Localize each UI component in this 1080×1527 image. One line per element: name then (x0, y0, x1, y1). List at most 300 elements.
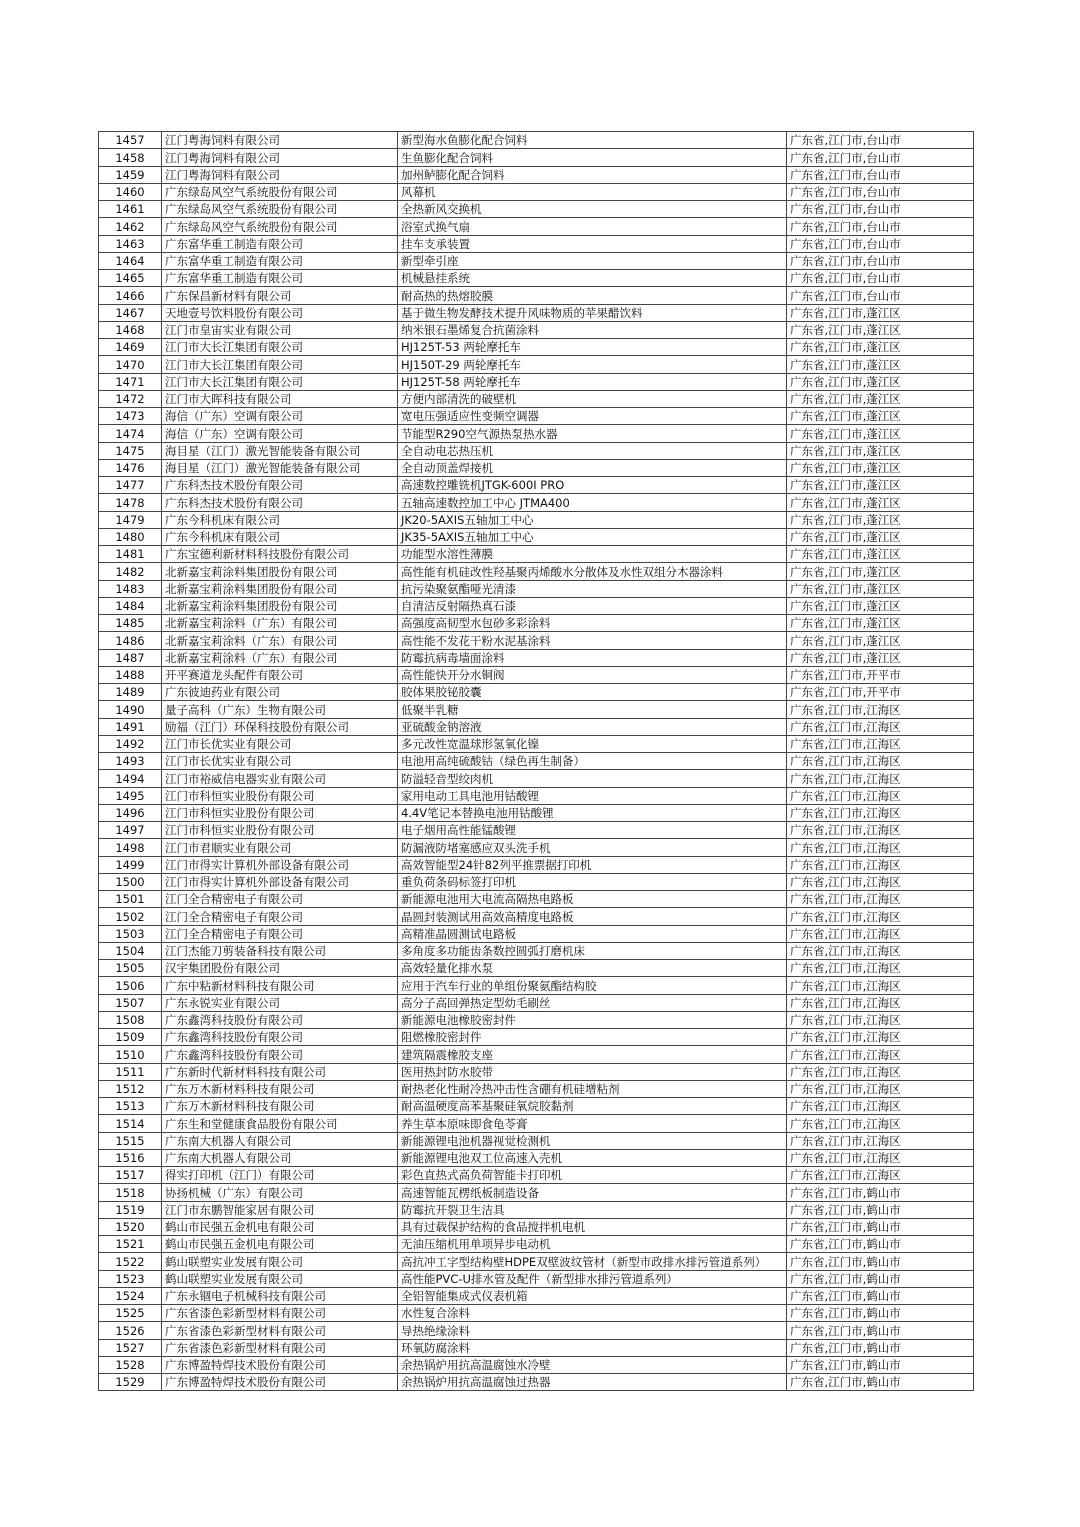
row-number: 1497 (99, 822, 162, 839)
table-row (99, 1253, 974, 1270)
company-name: 江门市得实计算机外部设备有限公司 (162, 856, 398, 873)
row-number: 1503 (99, 925, 162, 942)
company-name: 广东省漆色彩新型材料有限公司 (162, 1339, 398, 1356)
row-number: 1509 (99, 1029, 162, 1046)
row-number: 1500 (99, 873, 162, 890)
row-number: 1462 (99, 218, 162, 235)
company-name: 得实打印机（江门）有限公司 (162, 1167, 398, 1184)
company-name: 广东省漆色彩新型材料有限公司 (162, 1322, 398, 1339)
table-row (99, 753, 974, 770)
location: 广东省,江门市,蓬江区 (787, 459, 974, 476)
table-row (99, 166, 974, 183)
location: 广东省,江门市,鹤山市 (787, 1218, 974, 1235)
product-name: HJ125T-53 两轮摩托车 (398, 339, 787, 356)
location: 广东省,江门市,蓬江区 (787, 339, 974, 356)
location: 广东省,江门市,蓬江区 (787, 563, 974, 580)
table-row (99, 459, 974, 476)
location: 广东省,江门市,江海区 (787, 977, 974, 994)
company-name: 江门市长优实业有限公司 (162, 753, 398, 770)
product-name: 高效轻量化排水泵 (398, 960, 787, 977)
location: 广东省,江门市,江海区 (787, 804, 974, 821)
company-name: 广东万木新材料科技有限公司 (162, 1080, 398, 1097)
table-row (99, 339, 974, 356)
product-name: 全铝智能集成式仪表机箱 (398, 1287, 787, 1304)
table-row (99, 1167, 974, 1184)
company-name: 江门市科恒实业股份有限公司 (162, 787, 398, 804)
location: 广东省,江门市,江海区 (787, 1011, 974, 1028)
product-name: 医用热封防水胶带 (398, 1063, 787, 1080)
location: 广东省,江门市,蓬江区 (787, 580, 974, 597)
company-name: 广东中粘新材料科技有限公司 (162, 977, 398, 994)
row-number: 1464 (99, 252, 162, 269)
row-number: 1472 (99, 390, 162, 407)
company-name: 广东鑫湾科技股份有限公司 (162, 1029, 398, 1046)
company-name: 北新嘉宝莉涂料（广东）有限公司 (162, 649, 398, 666)
product-name: 防漏液防堵塞感应双头洗手机 (398, 839, 787, 856)
row-number: 1511 (99, 1063, 162, 1080)
table-row (99, 1098, 974, 1115)
table-row (99, 546, 974, 563)
table-row (99, 925, 974, 942)
row-number: 1458 (99, 149, 162, 166)
company-name: 北新嘉宝莉涂料集团股份有限公司 (162, 597, 398, 614)
location: 广东省,江门市,台山市 (787, 218, 974, 235)
row-number: 1479 (99, 511, 162, 528)
product-name: 亚硫酸金钠溶液 (398, 718, 787, 735)
table-row (99, 580, 974, 597)
company-name: 广东生和堂健康食品股份有限公司 (162, 1115, 398, 1132)
location: 广东省,江门市,鹤山市 (787, 1305, 974, 1322)
row-number: 1461 (99, 201, 162, 218)
row-number: 1473 (99, 408, 162, 425)
product-name: 导热绝缘涂料 (398, 1322, 787, 1339)
location: 广东省,江门市,台山市 (787, 235, 974, 252)
table-row (99, 994, 974, 1011)
company-name: 海目星（江门）激光智能装备有限公司 (162, 442, 398, 459)
row-number: 1485 (99, 615, 162, 632)
location: 广东省,江门市,开平市 (787, 666, 974, 683)
location: 广东省,江门市,江海区 (787, 1029, 974, 1046)
table-row (99, 787, 974, 804)
location: 广东省,江门市,鹤山市 (787, 1322, 974, 1339)
row-number: 1463 (99, 235, 162, 252)
company-name: 江门市大长江集团有限公司 (162, 339, 398, 356)
product-name: 功能型水溶性薄膜 (398, 546, 787, 563)
table-row (99, 960, 974, 977)
product-name: 彩色直热式高负荷智能卡打印机 (398, 1167, 787, 1184)
location: 广东省,江门市,蓬江区 (787, 494, 974, 511)
table-row (99, 183, 974, 200)
location: 广东省,江门市,鹤山市 (787, 1236, 974, 1253)
product-name: 水性复合涂料 (398, 1305, 787, 1322)
product-name: HJ150T-29 两轮摩托车 (398, 356, 787, 373)
company-name: 广东绿岛风空气系统股份有限公司 (162, 201, 398, 218)
product-name: 挂车支承装置 (398, 235, 787, 252)
table-row (99, 908, 974, 925)
table-row (99, 373, 974, 390)
product-name: 多元改性宽温球形氢氧化镍 (398, 735, 787, 752)
table-row (99, 218, 974, 235)
table-row (99, 252, 974, 269)
table-row (99, 856, 974, 873)
company-name: 江门市裕威信电器实业有限公司 (162, 770, 398, 787)
company-name: 广东宝德利新材料科技股份有限公司 (162, 546, 398, 563)
company-name: 江门市君顺实业有限公司 (162, 839, 398, 856)
product-name: 宽电压强适应性变频空调器 (398, 408, 787, 425)
location: 广东省,江门市,蓬江区 (787, 390, 974, 407)
company-name: 广东永锢电子机械科技有限公司 (162, 1287, 398, 1304)
product-name: 浴室式换气扇 (398, 218, 787, 235)
company-name: 广东鑫湾科技股份有限公司 (162, 1046, 398, 1063)
location: 广东省,江门市,开平市 (787, 684, 974, 701)
product-name: 基于微生物发酵技术提升风味物质的苹果醋饮料 (398, 304, 787, 321)
table-row (99, 1374, 974, 1391)
company-name: 广东保昌新材料有限公司 (162, 287, 398, 304)
location: 广东省,江门市,江海区 (787, 822, 974, 839)
table-row (99, 770, 974, 787)
product-list-table (98, 131, 974, 1391)
location: 广东省,江门市,鹤山市 (787, 1201, 974, 1218)
product-name: 防霉抗开裂卫生洁具 (398, 1201, 787, 1218)
row-number: 1465 (99, 270, 162, 287)
product-name: 高性能不发花干粉水泥基涂料 (398, 632, 787, 649)
row-number: 1507 (99, 994, 162, 1011)
row-number: 1471 (99, 373, 162, 390)
table-row (99, 1132, 974, 1149)
company-name: 北新嘉宝莉涂料（广东）有限公司 (162, 632, 398, 649)
table-row (99, 287, 974, 304)
product-name: 电子烟用高性能锰酸锂 (398, 822, 787, 839)
row-number: 1477 (99, 477, 162, 494)
table-row (99, 735, 974, 752)
row-number: 1529 (99, 1374, 162, 1391)
product-name: 高强度高韧型水包砂多彩涂料 (398, 615, 787, 632)
location: 广东省,江门市,台山市 (787, 287, 974, 304)
location: 广东省,江门市,江海区 (787, 942, 974, 959)
row-number: 1492 (99, 735, 162, 752)
product-name: 高性能有机硅改性羟基聚丙烯酸水分散体及水性双组分木器涂料 (398, 563, 787, 580)
row-number: 1520 (99, 1218, 162, 1235)
product-name: 电池用高纯硫酸钴（绿色再生制备） (398, 753, 787, 770)
company-name: 量子高科（广东）生物有限公司 (162, 701, 398, 718)
location: 广东省,江门市,蓬江区 (787, 408, 974, 425)
row-number: 1527 (99, 1339, 162, 1356)
row-number: 1519 (99, 1201, 162, 1218)
product-name: 高速数控雕铣机JTGK-600I PRO (398, 477, 787, 494)
location: 广东省,江门市,鹤山市 (787, 1287, 974, 1304)
location: 广东省,江门市,鹤山市 (787, 1356, 974, 1373)
location: 广东省,江门市,江海区 (787, 1167, 974, 1184)
row-number: 1491 (99, 718, 162, 735)
product-name: 生鱼膨化配合饲料 (398, 149, 787, 166)
company-name: 江门市大长江集团有限公司 (162, 373, 398, 390)
product-name: 新能源电池用大电流高隔热电路板 (398, 891, 787, 908)
product-name: 高速智能瓦楞纸板制造设备 (398, 1184, 787, 1201)
product-name: 余热锅炉用抗高温腐蚀过热器 (398, 1374, 787, 1391)
row-number: 1480 (99, 528, 162, 545)
company-name: 江门粤海饲料有限公司 (162, 132, 398, 149)
row-number: 1486 (99, 632, 162, 649)
table-row (99, 149, 974, 166)
location: 广东省,江门市,蓬江区 (787, 528, 974, 545)
company-name: 江门市东鹏智能家居有限公司 (162, 1201, 398, 1218)
row-number: 1487 (99, 649, 162, 666)
table-row (99, 1184, 974, 1201)
location: 广东省,江门市,江海区 (787, 1098, 974, 1115)
company-name: 广东南大机器人有限公司 (162, 1132, 398, 1149)
product-name: 耐高温硬度高苯基聚硅氧烷胶黏剂 (398, 1098, 787, 1115)
product-name: 加州鲈膨化配合饲料 (398, 166, 787, 183)
table-row (99, 597, 974, 614)
product-name: HJ125T-58 两轮摩托车 (398, 373, 787, 390)
product-name: 风幕机 (398, 183, 787, 200)
product-name: 家用电动工具电池用钴酸锂 (398, 787, 787, 804)
table-body (99, 132, 974, 1391)
company-name: 天地壹号饮料股份有限公司 (162, 304, 398, 321)
table-row (99, 649, 974, 666)
company-name: 海目星（江门）激光智能装备有限公司 (162, 459, 398, 476)
location: 广东省,江门市,蓬江区 (787, 321, 974, 338)
table-row (99, 1149, 974, 1166)
table-row (99, 1115, 974, 1132)
table-row (99, 873, 974, 890)
company-name: 江门全合精密电子有限公司 (162, 925, 398, 942)
location: 广东省,江门市,江海区 (787, 856, 974, 873)
location: 广东省,江门市,江海区 (787, 873, 974, 890)
company-name: 广东富华重工制造有限公司 (162, 252, 398, 269)
company-name: 鹤山市民强五金机电有限公司 (162, 1218, 398, 1235)
product-name: 高分子高回弹热定型幼毛刷丝 (398, 994, 787, 1011)
table-row (99, 1201, 974, 1218)
row-number: 1459 (99, 166, 162, 183)
location: 广东省,江门市,蓬江区 (787, 632, 974, 649)
company-name: 江门市得实计算机外部设备有限公司 (162, 873, 398, 890)
company-name: 广东富华重工制造有限公司 (162, 270, 398, 287)
location: 广东省,江门市,鹤山市 (787, 1339, 974, 1356)
product-name: 应用于汽车行业的单组份聚氨酯结构胶 (398, 977, 787, 994)
location: 广东省,江门市,江海区 (787, 1063, 974, 1080)
product-name: 防溢轻音型绞肉机 (398, 770, 787, 787)
company-name: 海信（广东）空调有限公司 (162, 425, 398, 442)
row-number: 1515 (99, 1132, 162, 1149)
company-name: 江门市大晖科技有限公司 (162, 390, 398, 407)
table-row (99, 442, 974, 459)
table-row (99, 1339, 974, 1356)
company-name: 江门市长优实业有限公司 (162, 735, 398, 752)
table-row (99, 839, 974, 856)
table-row (99, 804, 974, 821)
location: 广东省,江门市,鹤山市 (787, 1374, 974, 1391)
company-name: 广东南大机器人有限公司 (162, 1149, 398, 1166)
table-row (99, 977, 974, 994)
location: 广东省,江门市,江海区 (787, 994, 974, 1011)
table-row (99, 563, 974, 580)
company-name: 广东富华重工制造有限公司 (162, 235, 398, 252)
table-row (99, 822, 974, 839)
product-name: 五轴高速数控加工中心 JTMA400 (398, 494, 787, 511)
location: 广东省,江门市,蓬江区 (787, 425, 974, 442)
company-name: 江门市大长江集团有限公司 (162, 356, 398, 373)
company-name: 江门粤海饲料有限公司 (162, 149, 398, 166)
table-row (99, 718, 974, 735)
location: 广东省,江门市,鹤山市 (787, 1253, 974, 1270)
product-name: 阻燃橡胶密封件 (398, 1029, 787, 1046)
row-number: 1513 (99, 1098, 162, 1115)
company-name: 江门全合精密电子有限公司 (162, 891, 398, 908)
company-name: 广东永锐实业有限公司 (162, 994, 398, 1011)
company-name: 汉宇集团股份有限公司 (162, 960, 398, 977)
product-name: 低聚半乳糖 (398, 701, 787, 718)
product-name: 全自动顶盖焊接机 (398, 459, 787, 476)
row-number: 1501 (99, 891, 162, 908)
table-row (99, 666, 974, 683)
product-name: 高抗冲工字型结构壁HDPE双壁波纹管材（新型市政排水排污管道系列） (398, 1253, 787, 1270)
table-row (99, 1287, 974, 1304)
row-number: 1493 (99, 753, 162, 770)
company-name: 广东万木新材料科技有限公司 (162, 1098, 398, 1115)
table-row (99, 1305, 974, 1322)
company-name: 广东新时代新材料科技有限公司 (162, 1063, 398, 1080)
row-number: 1517 (99, 1167, 162, 1184)
company-name: 广东绿岛风空气系统股份有限公司 (162, 183, 398, 200)
company-name: 广东绿岛风空气系统股份有限公司 (162, 218, 398, 235)
row-number: 1528 (99, 1356, 162, 1373)
table-row (99, 1080, 974, 1097)
location: 广东省,江门市,江海区 (787, 787, 974, 804)
row-number: 1490 (99, 701, 162, 718)
row-number: 1510 (99, 1046, 162, 1063)
company-name: 鹤山联塑实业发展有限公司 (162, 1270, 398, 1287)
row-number: 1470 (99, 356, 162, 373)
location: 广东省,江门市,台山市 (787, 201, 974, 218)
product-name: 新型海水鱼膨化配合饲料 (398, 132, 787, 149)
table-row (99, 615, 974, 632)
location: 广东省,江门市,台山市 (787, 183, 974, 200)
row-number: 1481 (99, 546, 162, 563)
company-name: 江门粤海饲料有限公司 (162, 166, 398, 183)
location: 广东省,江门市,蓬江区 (787, 304, 974, 321)
table-row (99, 1011, 974, 1028)
table-row (99, 942, 974, 959)
company-name: 广东科杰技术股份有限公司 (162, 494, 398, 511)
row-number: 1502 (99, 908, 162, 925)
product-name: 高效智能型24针82列平推票据打印机 (398, 856, 787, 873)
location: 广东省,江门市,蓬江区 (787, 546, 974, 563)
row-number: 1476 (99, 459, 162, 476)
company-name: 北新嘉宝莉涂料集团股份有限公司 (162, 580, 398, 597)
product-name: 耐热老化性耐冷热冲击性含硼有机硅增粘剂 (398, 1080, 787, 1097)
product-name: 多角度多功能齿条数控圆弧打磨机床 (398, 942, 787, 959)
product-name: 抗污染聚氨酯哑光清漆 (398, 580, 787, 597)
product-name: JK35-5AXIS五轴加工中心 (398, 528, 787, 545)
product-name: 纳米银石墨烯复合抗菌涂料 (398, 321, 787, 338)
table-row (99, 1218, 974, 1235)
company-name: 江门市科恒实业股份有限公司 (162, 822, 398, 839)
location: 广东省,江门市,蓬江区 (787, 356, 974, 373)
product-name: 机械悬挂系统 (398, 270, 787, 287)
location: 广东省,江门市,江海区 (787, 1132, 974, 1149)
row-number: 1474 (99, 425, 162, 442)
product-name: 新能源电池橡胶密封件 (398, 1011, 787, 1028)
company-name: 北新嘉宝莉涂料集团股份有限公司 (162, 563, 398, 580)
company-name: 广东彼迪药业有限公司 (162, 684, 398, 701)
table-row (99, 321, 974, 338)
row-number: 1523 (99, 1270, 162, 1287)
table-row (99, 494, 974, 511)
row-number: 1524 (99, 1287, 162, 1304)
product-name: 晶圆封装测试用高效高精度电路板 (398, 908, 787, 925)
location: 广东省,江门市,台山市 (787, 132, 974, 149)
table-row (99, 235, 974, 252)
table-row (99, 477, 974, 494)
product-name: 4.4V笔记本替换电池用钴酸锂 (398, 804, 787, 821)
company-name: 江门杰能刀剪装备科技有限公司 (162, 942, 398, 959)
row-number: 1498 (99, 839, 162, 856)
location: 广东省,江门市,江海区 (787, 718, 974, 735)
company-name: 江门市皇宙实业有限公司 (162, 321, 398, 338)
location: 广东省,江门市,江海区 (787, 1080, 974, 1097)
row-number: 1506 (99, 977, 162, 994)
product-name: 节能型R290空气源热泵热水器 (398, 425, 787, 442)
row-number: 1482 (99, 563, 162, 580)
product-name: 环氧防腐涂料 (398, 1339, 787, 1356)
row-number: 1522 (99, 1253, 162, 1270)
row-number: 1457 (99, 132, 162, 149)
table-row (99, 1029, 974, 1046)
table-row (99, 408, 974, 425)
table-row (99, 1046, 974, 1063)
location: 广东省,江门市,江海区 (787, 1115, 974, 1132)
company-name: 开平赛道龙头配件有限公司 (162, 666, 398, 683)
row-number: 1518 (99, 1184, 162, 1201)
row-number: 1495 (99, 787, 162, 804)
company-name: 北新嘉宝莉涂料（广东）有限公司 (162, 615, 398, 632)
table-row (99, 356, 974, 373)
row-number: 1466 (99, 287, 162, 304)
product-name: 方便内部清洗的破壁机 (398, 390, 787, 407)
table-row (99, 270, 974, 287)
row-number: 1505 (99, 960, 162, 977)
table-row (99, 132, 974, 149)
location: 广东省,江门市,蓬江区 (787, 373, 974, 390)
product-name: 新型牵引座 (398, 252, 787, 269)
company-name: 广东今科机床有限公司 (162, 511, 398, 528)
table-row (99, 1063, 974, 1080)
row-number: 1467 (99, 304, 162, 321)
company-name: 鹤山联塑实业发展有限公司 (162, 1253, 398, 1270)
location: 广东省,江门市,江海区 (787, 891, 974, 908)
company-name: 广东省漆色彩新型材料有限公司 (162, 1305, 398, 1322)
location: 广东省,江门市,江海区 (787, 770, 974, 787)
table-row (99, 201, 974, 218)
row-number: 1516 (99, 1149, 162, 1166)
row-number: 1525 (99, 1305, 162, 1322)
table-row (99, 701, 974, 718)
product-name: 高精准晶圆测试电路板 (398, 925, 787, 942)
company-name: 励福（江门）环保科技股份有限公司 (162, 718, 398, 735)
product-name: 自清洁反射隔热真石漆 (398, 597, 787, 614)
product-name: 具有过载保护结构的食品搅拌机电机 (398, 1218, 787, 1235)
location: 广东省,江门市,江海区 (787, 1149, 974, 1166)
row-number: 1483 (99, 580, 162, 597)
row-number: 1489 (99, 684, 162, 701)
product-name: 高性能PVC-U排水管及配件（新型排水排污管道系列） (398, 1270, 787, 1287)
row-number: 1469 (99, 339, 162, 356)
product-name: 耐高热的热熔胶膜 (398, 287, 787, 304)
product-name: 新能源锂电池双工位高速入壳机 (398, 1149, 787, 1166)
row-number: 1512 (99, 1080, 162, 1097)
location: 广东省,江门市,江海区 (787, 753, 974, 770)
